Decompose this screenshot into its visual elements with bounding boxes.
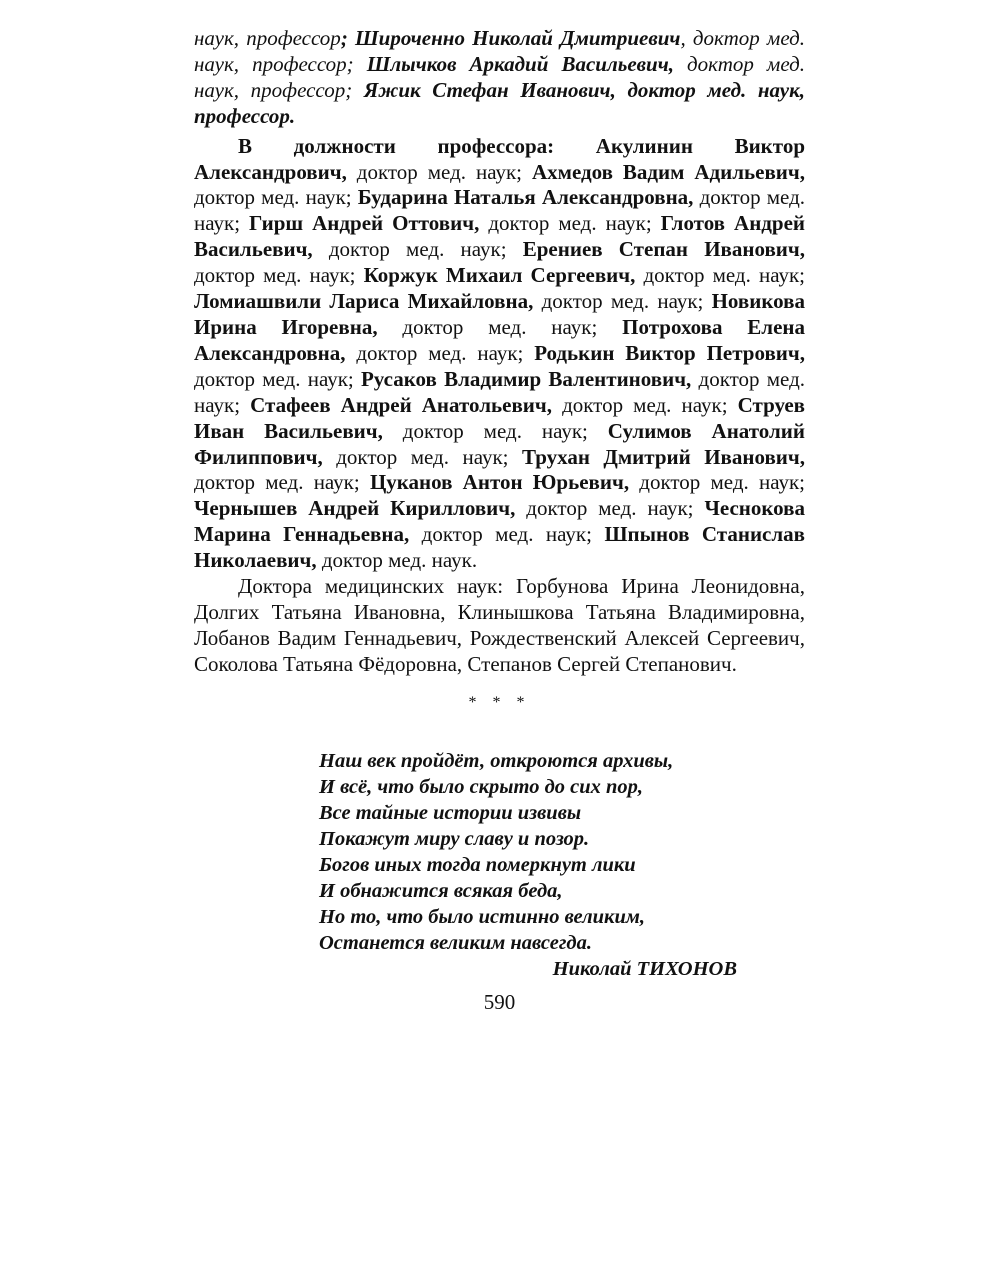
main-text: [194, 26, 805, 678]
text-run: доктор мед. наук;: [377, 314, 623, 339]
bold-text-run: Родькин Виктор Петрович,: [534, 340, 805, 365]
text-run: доктор мед. наук;: [479, 211, 661, 236]
text-run: доктор мед. наук.: [316, 548, 478, 573]
bold-text-run: Стафеев Андрей Анатольевич,: [250, 392, 552, 417]
poem-line: Останется великим навсегда.: [319, 932, 592, 954]
poem: [319, 748, 779, 982]
bold-text-run: Шлычков Аркадий Васильевич,: [366, 51, 674, 76]
text-run: доктор мед. наук;: [312, 237, 523, 262]
bold-text-run: Сулимов Анатолий Филиппович,: [194, 418, 806, 469]
text-run: доктор мед. наук;: [346, 159, 532, 184]
bold-text-run: Шпынов Станислав Николаевич,: [194, 522, 805, 573]
poem-line: Наш век пройдёт, откроются архивы,: [319, 750, 674, 772]
text-run: , доктор мед. наук, профессор;: [194, 26, 805, 76]
bold-text-run: ; Широченно Николай Дмитриевич: [340, 26, 681, 50]
bold-text-run: Чеснокова Марина Геннадьевна,: [194, 496, 806, 547]
paragraph-acting-professors: [194, 134, 805, 574]
bold-text-run: Ерениев Степан Иванович,: [522, 237, 805, 262]
text-run: доктор мед. наук;: [515, 496, 705, 521]
poem-line: Богов иных тогда померкнут лики: [319, 854, 636, 876]
text-run: доктор мед. наук;: [409, 522, 605, 547]
poem-line: Все тайные истории извивы: [319, 802, 582, 824]
bold-text-run: Русаков Владимир Валентинович,: [360, 366, 692, 391]
poem-line: И всё, что было скрыто до сих пор,: [319, 776, 644, 798]
text-run: доктор мед. наук, профессор;: [194, 51, 805, 102]
text-run: доктор мед. наук;: [194, 366, 361, 391]
text-run: доктор мед. наук;: [322, 444, 522, 469]
bold-text-run: В должности профессора: Акулинин Виктор Александрович,: [194, 133, 805, 184]
text-run: доктор мед. наук;: [194, 366, 805, 417]
text-run: наук, профессор: [194, 26, 341, 50]
bold-text-run: Струев Иван Васильевич,: [194, 392, 806, 443]
poem-author: Николай ТИХОНОВ: [552, 958, 737, 980]
bold-text-run: Бударина Наталья Александровна,: [357, 185, 694, 210]
text-run: доктор мед. наук;: [194, 263, 364, 288]
bold-text-run: Коржук Михаил Сергеевич,: [363, 263, 636, 288]
bold-text-run: Глотов Андрей Васильевич,: [194, 211, 806, 262]
bold-text-run: Цуканов Антон Юрьевич,: [369, 470, 630, 495]
text-run: доктор мед. наук;: [382, 418, 608, 443]
bold-text-run: Потрохова Елена Александровна,: [194, 314, 806, 365]
text-run: доктор мед. наук;: [629, 470, 806, 495]
text-run: доктор мед. наук;: [635, 263, 805, 288]
bold-text-run: Трухан Дмитрий Иванович,: [522, 444, 805, 469]
page-number: 590: [483, 990, 516, 1014]
bold-text-run: Ахмедов Вадим Адильевич,: [531, 159, 805, 184]
text-run: доктор мед. наук;: [551, 392, 738, 417]
text-run: доктор мед. наук;: [194, 470, 370, 495]
bold-text-run: Гирш Андрей Оттович,: [249, 211, 480, 236]
text-run: доктор мед. наук;: [194, 185, 806, 236]
bold-text-run: Новикова Ирина Игоревна,: [194, 289, 805, 339]
paragraph-professors-continued: [194, 26, 805, 130]
poem-line: Но то, что было истинно великим,: [319, 906, 646, 928]
bold-text-run: Яжик Стефан Иванович, доктор мед. наук, профессор.: [194, 77, 805, 128]
bold-text-run: Чернышев Андрей Кириллович,: [194, 496, 516, 521]
paragraph-doctors-of-medicine: Доктора медицинских наук: Горбунова Ирина Леонидовна, Долгих Татьяна Ивановна, Клинышкова Татьяна Владимировна, Лобанов Вадим Геннадьевич, Рождественский Алексей Сергеевич, Соколова Татьяна Фёдоровна, Степанов Сергей Степанович.: [194, 574, 805, 676]
text-run: доктор мед. наук;: [345, 340, 535, 365]
text-run: доктор мед. наук;: [533, 289, 712, 314]
poem-line: И обнажится всякая беда,: [319, 880, 563, 902]
poem-line: Покажут миру славу и позор.: [319, 828, 590, 850]
text-run: доктор мед. наук;: [194, 185, 358, 210]
section-separator: * * *: [468, 694, 531, 711]
bold-text-run: Ломиашвили Лариса Михайловна,: [194, 289, 534, 314]
